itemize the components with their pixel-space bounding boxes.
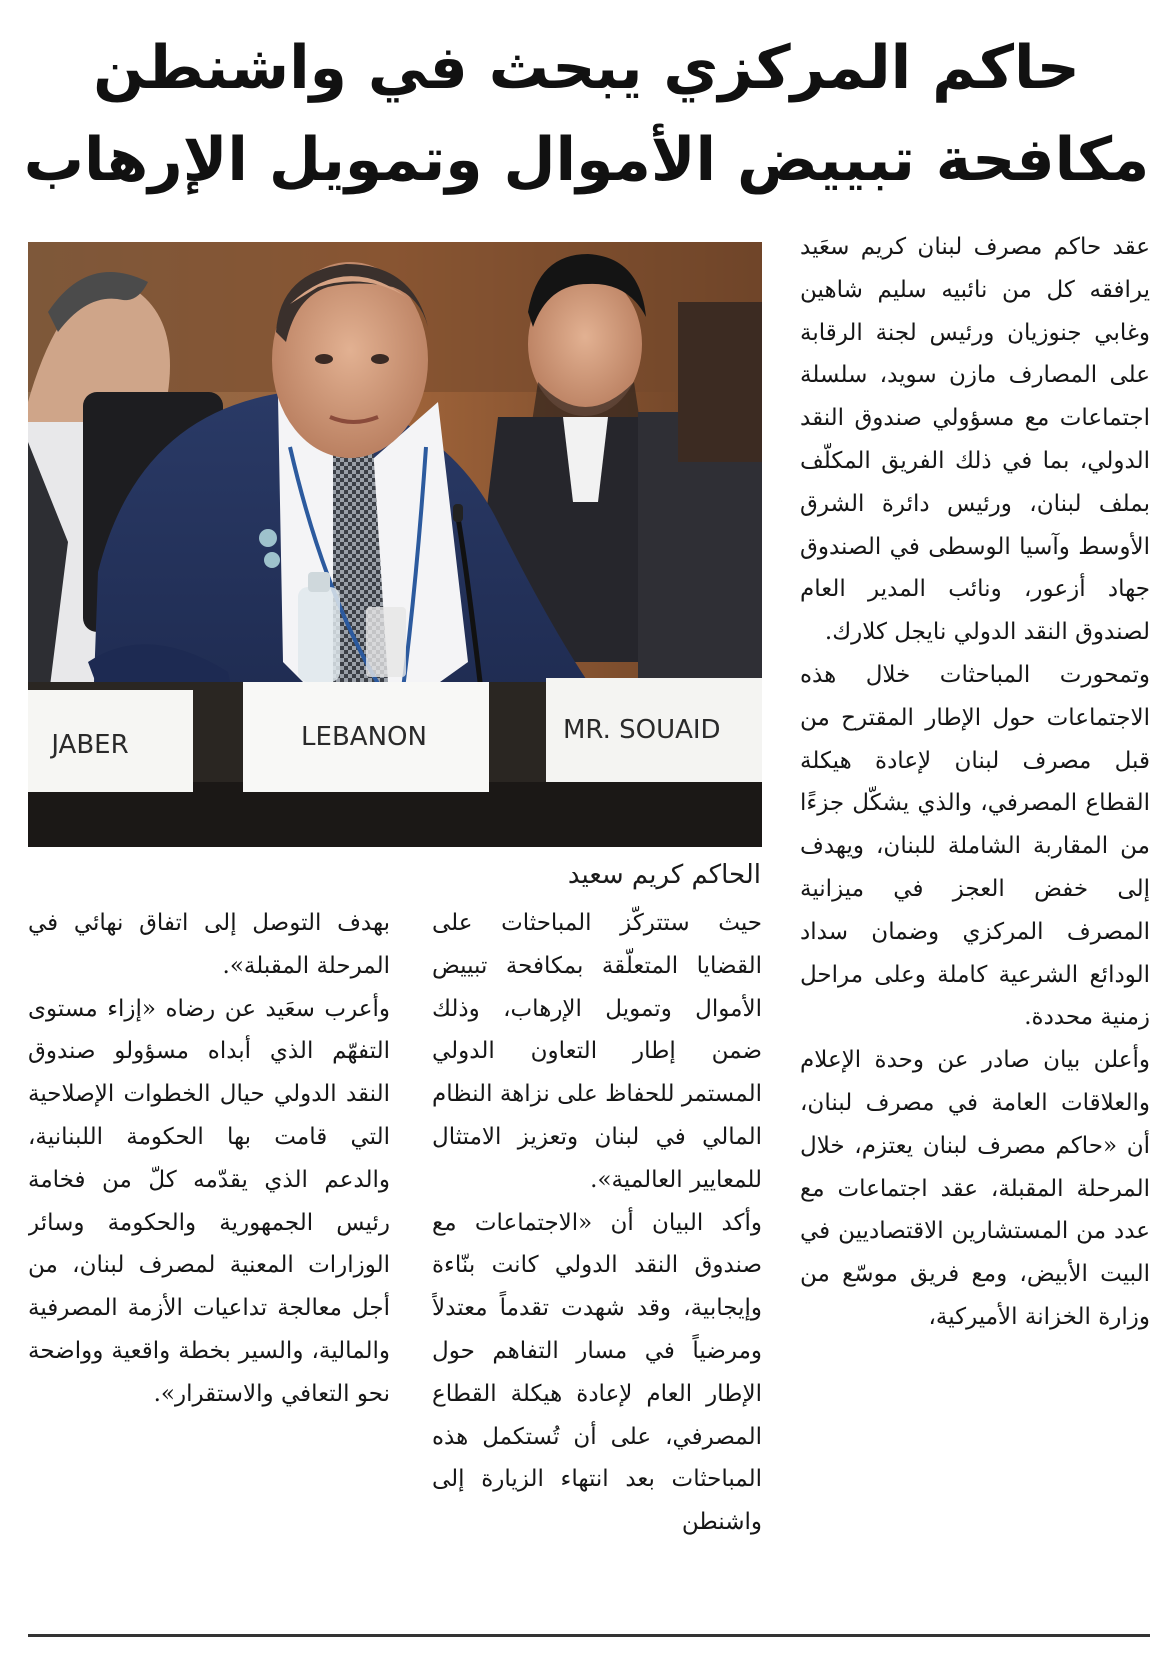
svg-text:LEBANON: LEBANON [301, 722, 427, 752]
paragraph: وأكد البيان أن «الاجتماعات مع صندوق النقد الدولي كانت بنّاءة وإيجابية، وقد شهدت تقدماً معتدلاً ومرضياً في مسار التفاهم حول الإطار العام لإعادة هيكلة القطاع المصرفي، على أن تُستكمل هذه المباحثات بعد انتهاء الزيارة إلى واشنطن [432, 1209, 762, 1536]
paragraph: وأعرب سعَيد عن رضاه «إزاء مستوى التفهّم الذي أبداه مسؤولو صندوق النقد الدولي حيال الخطوات الإصلاحية التي قامت بها الحكومة اللبنانية، والدعم الذي يقدّمه كلّ من فخامة رئيس الجمهورية والحكومة وسائر الوزارات المعنية لمصرف لبنان، من أجل معالجة تداعيات الأزمة المصرفية والمالية، والسير بخطة واقعية وواضحة نحو التعافي والاستقرار». [28, 995, 390, 1407]
headline-line-2: مكافحة تبييض الأموال وتمويل الإرهاب [23, 125, 1150, 195]
paragraph: وتمحورت المباحثات خلال هذه الاجتماعات حول الإطار المقترح من قبل مصرف لبنان لإعادة هيكلة القطاع المصرفي، والذي يشكّل جزءًا من المقاربة الشاملة للبنان، ويهدف إلى خفض العجز في ميزانية المصرف المركزي وضمان سداد الودائع الشرعية كاملة وعلى مراحل زمنية محددة. [800, 661, 1150, 1031]
nameplate-souaid [546, 678, 762, 782]
paragraph: وأعلن بيان صادر عن وحدة الإعلام والعلاقات العامة في مصرف لبنان، أن «حاكم مصرف لبنان يعتزم، خلال المرحلة المقبلة، عقد اجتماعات مع عدد من المستشارين الاقتصاديين في البيت الأبيض، ومع فريق موسّع من وزارة الخزانة الأميركية، [800, 1047, 1150, 1330]
article-column-left [28, 902, 390, 1416]
nameplate-lebanon [243, 682, 489, 792]
paragraph: بهدف التوصل إلى اتفاق نهائي في المرحلة المقبلة». [28, 910, 390, 979]
paragraph: حيث ستتركّز المباحثات على القضايا المتعلّقة بمكافحة تبييض الأموال وتمويل الإرهاب، وذلك ضمن إطار التعاون الدولي المستمر للحفاظ على نزاهة النظام المالي في لبنان وتعزيز الامتثال للمعايير العالمية». [432, 910, 762, 1193]
bottom-rule [28, 1634, 1150, 1637]
nameplate-jaber [28, 690, 193, 792]
headline [20, 22, 1153, 206]
article-column-middle [432, 902, 762, 1544]
paragraph: عقد حاكم مصرف لبنان كريم سعَيد يرافقه كل من نائبيه سليم شاهين وغابي جنوزيان ورئيس لجنة الرقابة على المصارف مازن سويد، سلسلة اجتماعات مع مسؤولي صندوق النقد الدولي، بما في ذلك الفريق المكلّف بملف لبنان، ورئيس دائرة الشرق الأوسط وآسيا الوسطى في الصندوق جهاد أزعور، ونائب المدير العام لصندوق النقد الدولي نايجل كلارك. [800, 234, 1150, 646]
news-photo [28, 242, 762, 847]
svg-text:MR. SOUAID: MR. SOUAID [563, 715, 721, 745]
article-column-right [800, 226, 1150, 1339]
headline-line-1: حاكم المركزي يبحث في واشنطن [93, 33, 1080, 103]
svg-text:JABER: JABER [51, 730, 129, 760]
photo-caption: الحاكم كريم سعيد [567, 860, 761, 890]
